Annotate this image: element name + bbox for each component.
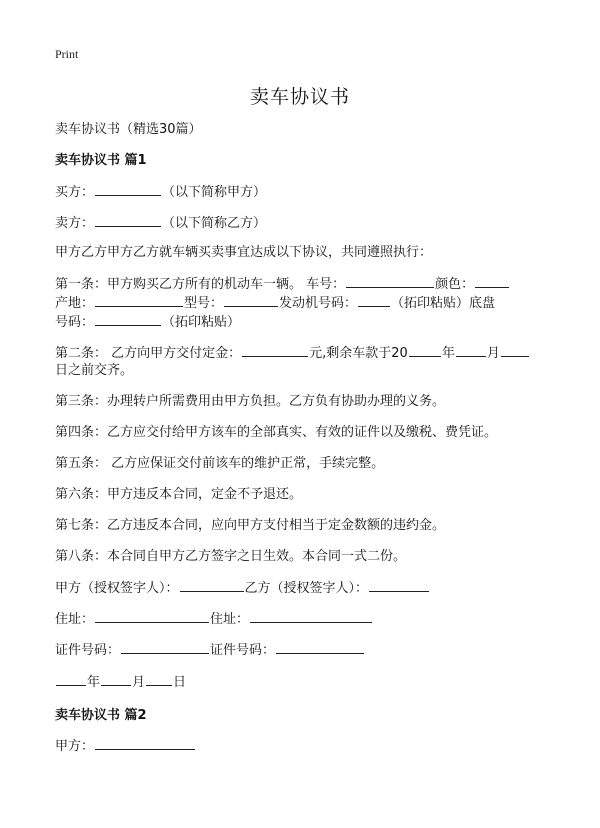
deposit-blank — [242, 344, 308, 357]
article-5: 第五条： 乙方应保证交付前该车的维护正常，手续完整。 — [55, 456, 385, 471]
article-1-text-g: 号码： — [55, 315, 95, 330]
section-heading-2: 卖车协议书 篇2 — [55, 708, 147, 723]
article-3: 第三条：办理转户所需费用由甲方负担。乙方负有协助办理的义务。 — [55, 394, 446, 409]
sign-day-label: 日 — [173, 675, 187, 690]
sign-year-blank — [56, 673, 86, 686]
section-2-party-a-label: 甲方： — [55, 739, 95, 754]
party-a-address-label: 住址： — [55, 612, 95, 627]
month-blank — [456, 344, 486, 357]
intro-paragraph: 甲方乙方甲方乙方就车辆买卖事宜达成以下协议，共同遵照执行： — [55, 245, 433, 260]
buyer-blank — [95, 183, 161, 196]
party-a-id-label: 证件号码： — [55, 643, 121, 658]
article-1-text-c: 产地： — [55, 296, 95, 311]
party-a-sign-blank — [180, 579, 244, 592]
party-a-address-blank — [95, 610, 209, 623]
buyer-line — [55, 183, 266, 201]
buyer-label: 买方： — [55, 185, 95, 200]
article-1-line-1 — [55, 275, 510, 293]
article-1-text-b: 颜色： — [435, 277, 475, 292]
article-2-text-d: 月 — [486, 346, 500, 361]
party-b-id-blank — [276, 641, 364, 654]
day-blank — [501, 344, 529, 357]
article-2-text-b: 元,剩余车款于20 — [309, 346, 408, 361]
article-1-text-a: 第一条：甲方购买乙方所有的机动车一辆。 车号： — [55, 277, 346, 292]
date-line — [55, 673, 186, 691]
sign-month-label: 月 — [132, 675, 146, 690]
sign-year-label: 年 — [87, 675, 101, 690]
article-1-text-f: （拓印粘贴）底盘 — [391, 296, 496, 311]
year-blank — [409, 344, 441, 357]
article-1-text-h: （拓印粘贴） — [162, 315, 241, 330]
party-a-sign-label: 甲方（授权签字人）： — [55, 581, 179, 596]
buyer-note: （以下简称甲方） — [162, 185, 267, 200]
engine-blank — [358, 294, 390, 307]
address-line — [55, 610, 373, 628]
color-blank — [475, 275, 509, 288]
article-2-line-1 — [55, 344, 530, 362]
article-8: 第八条：本合同自甲方乙方签字之日生效。本合同一式二份。 — [55, 549, 407, 564]
document-title: 卖车协议书 — [249, 86, 350, 108]
article-1-line-2 — [55, 294, 495, 312]
article-4: 第四条：乙方应交付给甲方该车的全部真实、有效的证件以及缴税、费凭证。 — [55, 425, 498, 440]
party-b-sign-blank — [369, 579, 429, 592]
chassis-blank — [95, 313, 161, 326]
id-line — [55, 641, 365, 659]
seller-blank — [95, 214, 161, 227]
plate-blank — [346, 275, 434, 288]
seller-line — [55, 214, 266, 232]
section-heading-1: 卖车协议书 篇1 — [55, 153, 147, 168]
origin-blank — [95, 294, 183, 307]
article-2-line-2: 日之前交齐。 — [55, 363, 134, 378]
article-2-text-a: 第二条： 乙方向甲方交付定金： — [55, 346, 242, 361]
article-6: 第六条：甲方违反本合同，定金不予退还。 — [55, 487, 303, 502]
seller-label: 卖方： — [55, 216, 95, 231]
seller-note: （以下简称乙方） — [162, 216, 267, 231]
party-b-address-label: 住址： — [210, 612, 250, 627]
party-b-sign-label: 乙方（授权签字人）： — [244, 581, 369, 596]
party-b-address-blank — [250, 610, 372, 623]
section-2-party-a-blank — [95, 737, 195, 750]
article-1-line-3 — [55, 313, 240, 331]
article-7: 第七条：乙方违反本合同，应向甲方支付相当于定金数额的违约金。 — [55, 518, 446, 533]
sign-day-blank — [146, 673, 172, 686]
sign-month-blank — [101, 673, 131, 686]
party-b-id-label: 证件号码： — [210, 643, 276, 658]
model-blank — [224, 294, 278, 307]
print-link[interactable]: Print — [55, 47, 79, 61]
article-1-text-d: 型号： — [184, 296, 224, 311]
signature-line — [55, 579, 430, 597]
subtitle: 卖车协议书（精选30篇） — [55, 122, 202, 137]
party-a-id-blank — [121, 641, 209, 654]
article-2-text-c: 年 — [441, 346, 455, 361]
article-1-text-e: 发动机号码： — [279, 296, 358, 311]
section-2-party-a-line — [55, 737, 196, 755]
